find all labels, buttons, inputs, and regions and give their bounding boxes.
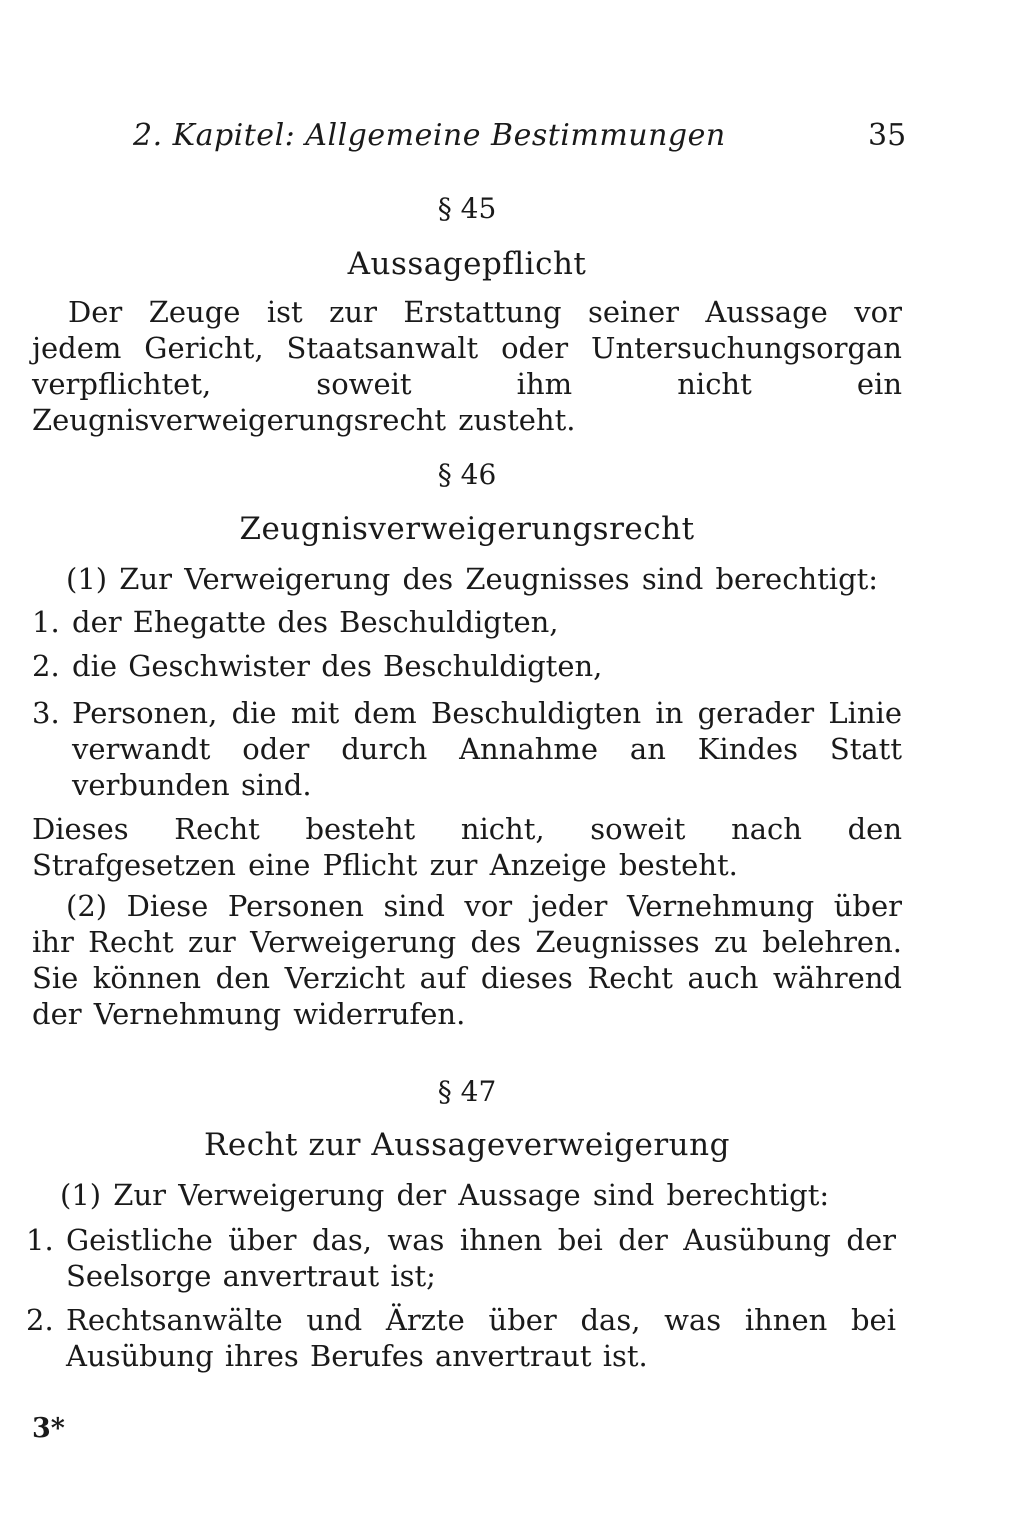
section-45-number: § 45	[437, 192, 497, 225]
page-number: 35	[868, 118, 907, 153]
list-text: die Geschwister des Beschuldigten,	[72, 649, 603, 683]
list-number: 3.	[32, 696, 60, 730]
list-text: der Ehegatte des Beschuldigten,	[72, 605, 559, 639]
list-number: 2.	[26, 1303, 54, 1337]
list-text: Personen, die mit dem Beschuldigten in gerader Linie verwandt oder durch Annahme an Kindes Statt verbunden sind.	[72, 696, 902, 802]
section-45-text: Der Zeuge ist zur Erstattung seiner Aussage vor jedem Gericht, Staatsanwalt oder Untersuchungsorgan verpflichtet, soweit ihm nicht ein Zeugnisverweigerungsrecht zusteht.	[32, 295, 902, 437]
list-number: 1.	[32, 605, 60, 639]
list-number: 1.	[26, 1223, 54, 1257]
section-46-paragraph-2: (2) Diese Personen sind vor jeder Vernehmung über ihr Recht zur Verweigerung des Zeugnisses zu belehren. Sie können den Verzicht auf dieses Recht auch während der Vernehmung widerrufen.	[32, 889, 902, 1031]
list-text: Rechtsanwälte und Ärzte über das, was ihnen bei Ausübung ihres Berufes anvertraut ist.	[66, 1303, 896, 1373]
section-47-list-item	[26, 1222, 896, 1294]
section-46-list-item	[32, 695, 902, 803]
section-47-intro: (1) Zur Verweigerung der Aussage sind berechtigt:	[60, 1178, 830, 1212]
list-text: Geistliche über das, was ihnen bei der Ausübung der Seelsorge anvertraut ist;	[66, 1223, 896, 1293]
signature-mark: 3*	[32, 1413, 65, 1444]
section-46-title: Zeugnisverweigerungsrecht	[239, 511, 695, 547]
section-46-note: Dieses Recht besteht nicht, soweit nach den Strafgesetzen eine Pflicht zur Anzeige besteht.	[32, 812, 902, 882]
section-46-intro: (1) Zur Verweigerung des Zeugnisses sind berechtigt:	[66, 562, 879, 596]
section-47-number: § 47	[437, 1075, 497, 1108]
section-46-number: § 46	[437, 458, 497, 491]
section-46-list-item	[32, 648, 902, 684]
section-47-list-item	[26, 1302, 896, 1374]
section-47-title: Recht zur Aussageverweigerung	[204, 1127, 730, 1163]
list-number: 2.	[32, 649, 60, 683]
section-46-list-item	[32, 604, 902, 640]
running-header: 2. Kapitel: Allgemeine Bestimmungen	[133, 118, 726, 153]
section-45-title: Aussagepflicht	[347, 246, 587, 282]
